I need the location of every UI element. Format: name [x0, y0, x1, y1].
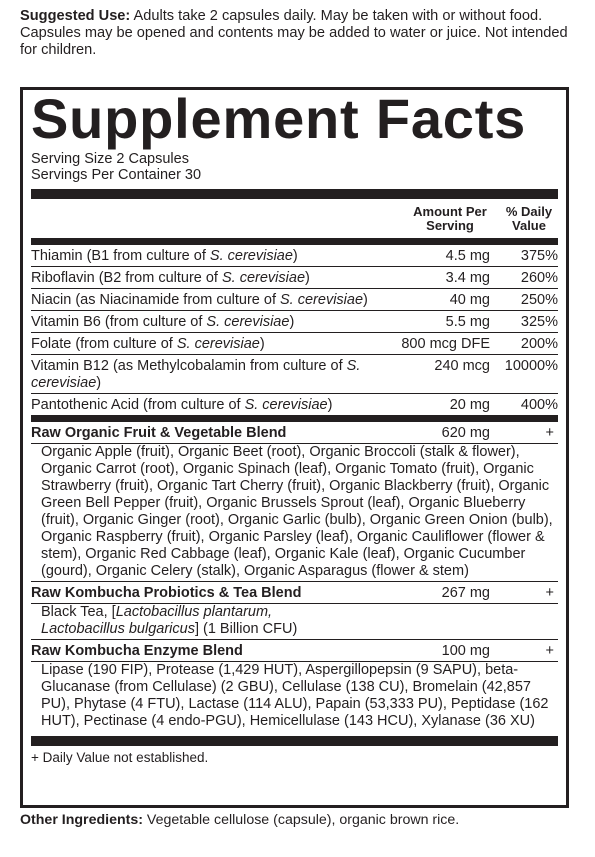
blend-amount: 100 mg [441, 643, 490, 659]
suggested-use-label: Suggested Use: [20, 8, 131, 24]
other-ingredients [20, 812, 459, 829]
supplement-facts-panel [20, 87, 569, 808]
blend-row [31, 639, 558, 661]
nutrient-row [31, 266, 558, 288]
column-daily-value: % Daily Value [505, 204, 553, 233]
nutrient-amount: 3.4 mg [445, 270, 490, 286]
blend-amount: 267 mg [441, 585, 490, 601]
nutrient-name: Vitamin B6 (from culture of S. cerevisiae) [31, 314, 295, 330]
nutrient-amount: 240 mcg [434, 358, 490, 374]
nutrient-dv: 250% [520, 292, 558, 308]
nutrient-list [31, 245, 558, 415]
nutrient-dv: 375% [520, 248, 558, 264]
footnote: + Daily Value not established. [31, 750, 209, 765]
servings-per-container: Servings Per Container 30 [31, 167, 202, 183]
suggested-use [20, 8, 580, 59]
nutrient-row [31, 245, 558, 266]
nutrient-name: Riboflavin (B2 from culture of S. cerevisiae) [31, 270, 310, 286]
nutrient-dv: 260% [520, 270, 558, 286]
nutrient-name: Folate (from culture of S. cerevisiae) [31, 336, 265, 352]
nutrient-name: Pantothenic Acid (from culture of S. cerevisiae) [31, 397, 333, 413]
nutrient-row [31, 310, 558, 332]
serving-size: Serving Size 2 Capsules [31, 151, 189, 167]
nutrient-dv: 10000% [504, 358, 558, 374]
other-ingredients-label: Other Ingredients: [20, 812, 143, 828]
serving-info [31, 151, 558, 183]
nutrient-row [31, 393, 558, 415]
nutrient-amount: 800 mcg DFE [401, 336, 490, 352]
blend-row [31, 422, 558, 443]
nutrient-dv: 200% [520, 336, 558, 352]
nutrient-name: Niacin (as Niacinamide from culture of S. cerevisiae) [31, 292, 368, 308]
blend-ingredients [31, 603, 558, 639]
nutrient-amount: 40 mg [449, 292, 490, 308]
ingredients-text: ] (1 Billion CFU) [194, 621, 298, 637]
blend-ingredients: Organic Apple (fruit), Organic Beet (root), Organic Broccoli (stalk & flower), Organic Carrot (root), Organic Spinach (leaf), Organic Tomato (fruit), Organic Strawberry (fruit), Organic Tart Cherry (fruit), Organic Blackberry (fruit), Organic Green Bell Pepper (fruit), Organic Brussels Sprout (leaf), Organic Blueberry (fruit), Organic Ginger (root), Organic Garlic (bulb), Organic Green Onion (bulb), Organic Raspberry (fruit), Organic Parsley (leaf), Organic Cauliflower (flower & stem), Organic Red Cabbage (leaf), Organic Kale (leaf), Organic Cucumber (gourd), Organic Celery (stalk), Organic Asparagus (flower & stem) [31, 443, 558, 581]
ingredients-italic: Lactobacillus plantarum, Lactobacillus bulgaricus [41, 604, 273, 637]
nutrient-name: Vitamin B12 (as Methylcobalamin from culture of S. cerevisiae) [31, 358, 361, 391]
nutrient-name: Thiamin (B1 from culture of S. cerevisiae) [31, 248, 298, 264]
divider-medium [31, 415, 558, 422]
nutrient-row [31, 288, 558, 310]
nutrient-dv: 400% [520, 397, 558, 413]
blend-row [31, 581, 558, 603]
panel-title: Supplement Facts [31, 87, 527, 150]
column-amount-per-serving: Amount Per Serving [413, 204, 487, 233]
blend-dv: + [545, 643, 554, 659]
nutrient-amount: 4.5 mg [445, 248, 490, 264]
column-header [31, 199, 558, 238]
nutrient-row [31, 332, 558, 354]
nutrient-row [31, 354, 558, 393]
divider-thick [31, 736, 558, 746]
nutrient-dv: 325% [520, 314, 558, 330]
other-ingredients-text: Vegetable cellulose (capsule), organic brown rice. [142, 812, 460, 828]
blend-ingredients: Lipase (190 FIP), Protease (1,429 HUT), Aspergillopepsin (9 SAPU), beta-Glucanase (from Cellulase) (2 GBU), Cellulase (138 CU), Bromelain (42,857 PU), Phytase (4 FTU), Lactase (114 ALU), Papain (53,333 PU), Peptidase (162 HUT), Pectinase (4 endo-PGU), Hemicellulase (143 HCU), Xylanase (36 XU) [31, 661, 558, 736]
nutrient-amount: 5.5 mg [445, 314, 490, 330]
suggested-use-text: Adults take 2 capsules daily. May be taken with or without food. Capsules may be opened and contents may be added to water or juice. Not intended for children. [20, 8, 568, 58]
blend-dv: + [545, 425, 554, 441]
blend-dv: + [545, 585, 554, 601]
blend-name: Raw Kombucha Enzyme Blend [31, 643, 243, 659]
nutrient-amount: 20 mg [449, 397, 490, 413]
divider-thick [31, 189, 558, 199]
blend-name: Raw Organic Fruit & Vegetable Blend [31, 425, 287, 441]
divider-medium [31, 238, 558, 245]
blend-amount: 620 mg [441, 425, 490, 441]
ingredients-text: Black Tea, [ [41, 604, 116, 620]
blend-name: Raw Kombucha Probiotics & Tea Blend [31, 585, 302, 601]
